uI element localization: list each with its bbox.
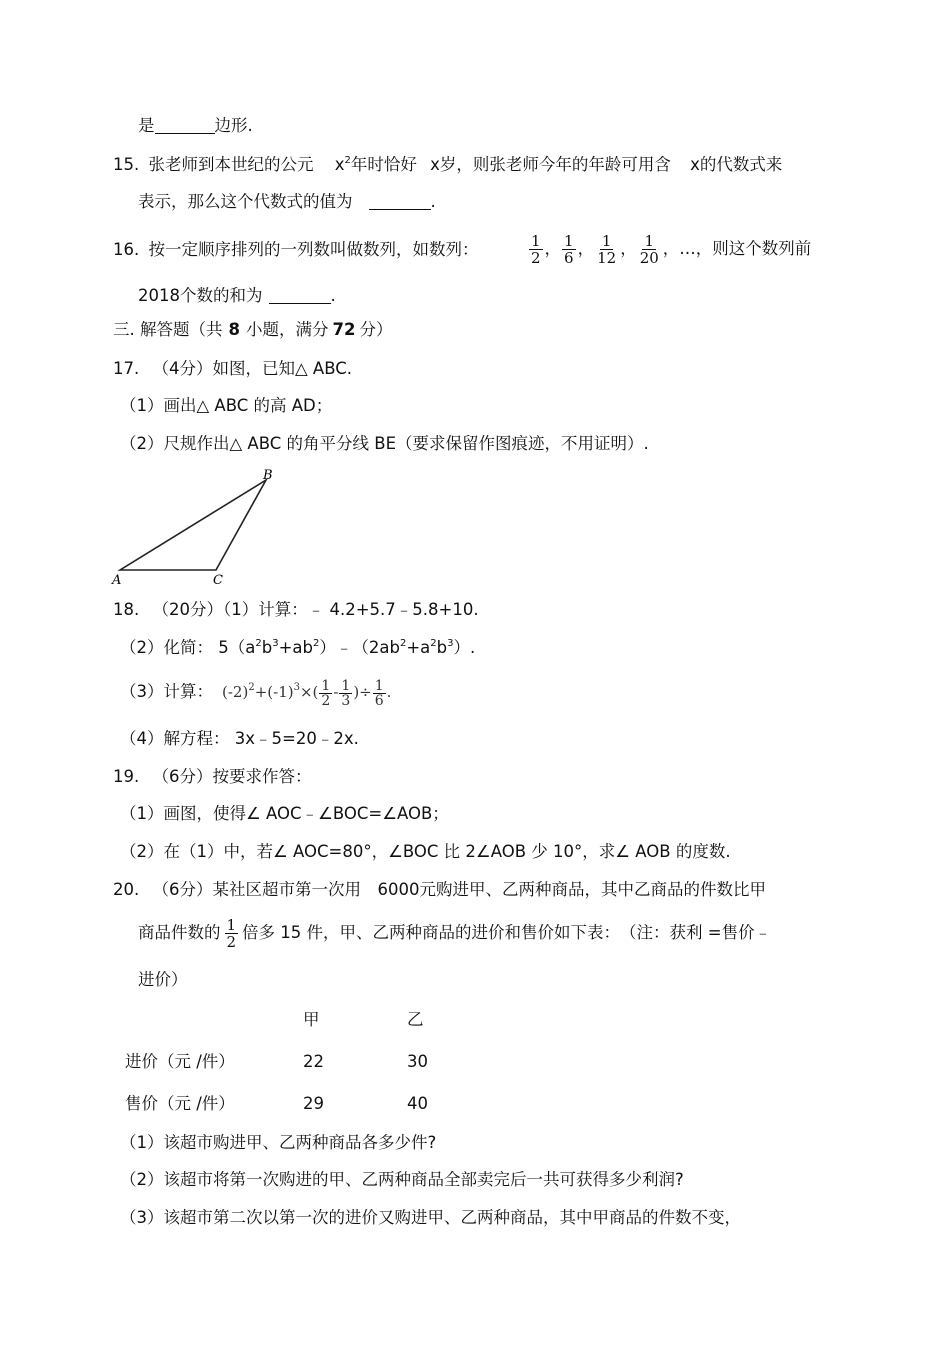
q19-part1: （1）画图，使得∠ AOC﹣∠BOC=∠AOB；	[120, 804, 449, 823]
fraction: $\frac{1}{2}$	[321, 677, 331, 709]
q20-line2: 商品件数的 $\frac{1}{2}$ 倍多 15 件，甲、乙两种商品的进价和售价如下表： （注：获利 =售价﹣	[138, 916, 772, 951]
q18-part4: （4）解方程： 3x﹣5=20﹣2x.	[120, 729, 359, 748]
q18-part3: （3）计算：	[120, 682, 213, 701]
q16-line2: 2018个数的和为 .	[138, 286, 336, 305]
q15-line2: 表示，那么这个代数式的值为 .	[138, 192, 436, 211]
table-cell: 30	[407, 1052, 428, 1071]
table-cell: 40	[407, 1094, 428, 1113]
q16-sequence: $\frac{1}{2}$ ， $\frac{1}{6}$ ， $\frac{1}{12}$ ， $\frac{1}{20}$ ，…，则这个数列前	[531, 232, 812, 267]
table-row-label: 进价（元 /件）	[125, 1052, 235, 1071]
q16-line1: 16. 按一定顺序排列的一列数叫做数列，如数列：	[113, 240, 479, 259]
q17-head: 17. （4分）如图，已知△ ABC.	[113, 359, 353, 378]
answer-blank[interactable]	[269, 285, 331, 304]
table-header-yi: 乙	[407, 1010, 424, 1029]
fraction: $\frac{1}{2}$	[531, 232, 541, 267]
q15-line1: 15. 张老师到本世纪的公元 $x^2$年时恰好 x岁，则张老师今年的年龄可用含 x的代数式来	[113, 155, 783, 174]
fraction: $\frac{1}{3}$	[341, 677, 351, 709]
table-header-jia: 甲	[303, 1010, 320, 1029]
q20-part1: （1）该超市购进甲、乙两种商品各多少件?	[120, 1133, 437, 1152]
q14-tail-line: 是 边形.	[138, 116, 253, 135]
triangle-abc-figure	[108, 462, 288, 590]
q19-head: 19. （6分）按要求作答：	[113, 767, 312, 786]
q20-part2: （2）该超市将第一次购进的甲、乙两种商品全部卖完后一共可获得多少利润?	[120, 1170, 684, 1189]
fraction: $\frac{1}{20}$	[639, 232, 659, 267]
fraction-half: $\frac{1}{2}$	[226, 916, 237, 951]
q17-part2: （2）尺规作出△ ABC 的角平分线 BE（要求保留作图痕迹，不用证明）.	[120, 434, 649, 453]
q17-part1: （1）画出△ ABC 的高 AD；	[120, 396, 333, 415]
q20-line3: 进价）	[138, 970, 188, 989]
section-3-heading: 三. 解答题（共 8 小题，满分 72 分）	[113, 320, 393, 339]
answer-blank[interactable]	[369, 191, 431, 210]
q18-head: 18. （20分）（1）计算：﹣ 4.2+5.7﹣5.8+10.	[113, 600, 479, 619]
q20-part3: （3）该超市第二次以第一次的进价又购进甲、乙两种商品，其中甲商品的件数不变，	[120, 1208, 741, 1227]
vertex-label-c: C	[213, 573, 223, 588]
fraction: $\frac{1}{6}$	[374, 677, 384, 709]
vertex-label-a: A	[112, 573, 122, 588]
triangle-abc	[120, 480, 266, 570]
q19-part2: （2）在（1）中，若∠ AOC=80°，∠BOC 比 2∠AOB 少 10°，求∠ AOB 的度数.	[120, 842, 731, 861]
answer-blank[interactable]	[155, 115, 215, 134]
q20-line1: 20. （6分）某社区超市第一次用 6000元购进甲、乙两种商品，其中乙商品的件数比甲	[113, 880, 766, 899]
table-cell: 29	[303, 1094, 324, 1113]
fraction: $\frac{1}{12}$	[597, 232, 617, 267]
vertex-label-b: B	[263, 468, 273, 483]
table-row-label: 售价（元 /件）	[125, 1094, 235, 1113]
fraction: $\frac{1}{6}$	[564, 232, 574, 267]
q18-part2: （2）化简： $5(a^2b^3+ab^2)﹣(2ab^2+a^2b^3)$.	[120, 638, 476, 657]
q18-part3-expression: $(-2)^2+(-1)^3\times$( $\frac{1}{2}$ - $\frac{1}{3}$ )÷ $\frac{1}{6}$ .	[222, 677, 392, 709]
table-cell: 22	[303, 1052, 324, 1071]
